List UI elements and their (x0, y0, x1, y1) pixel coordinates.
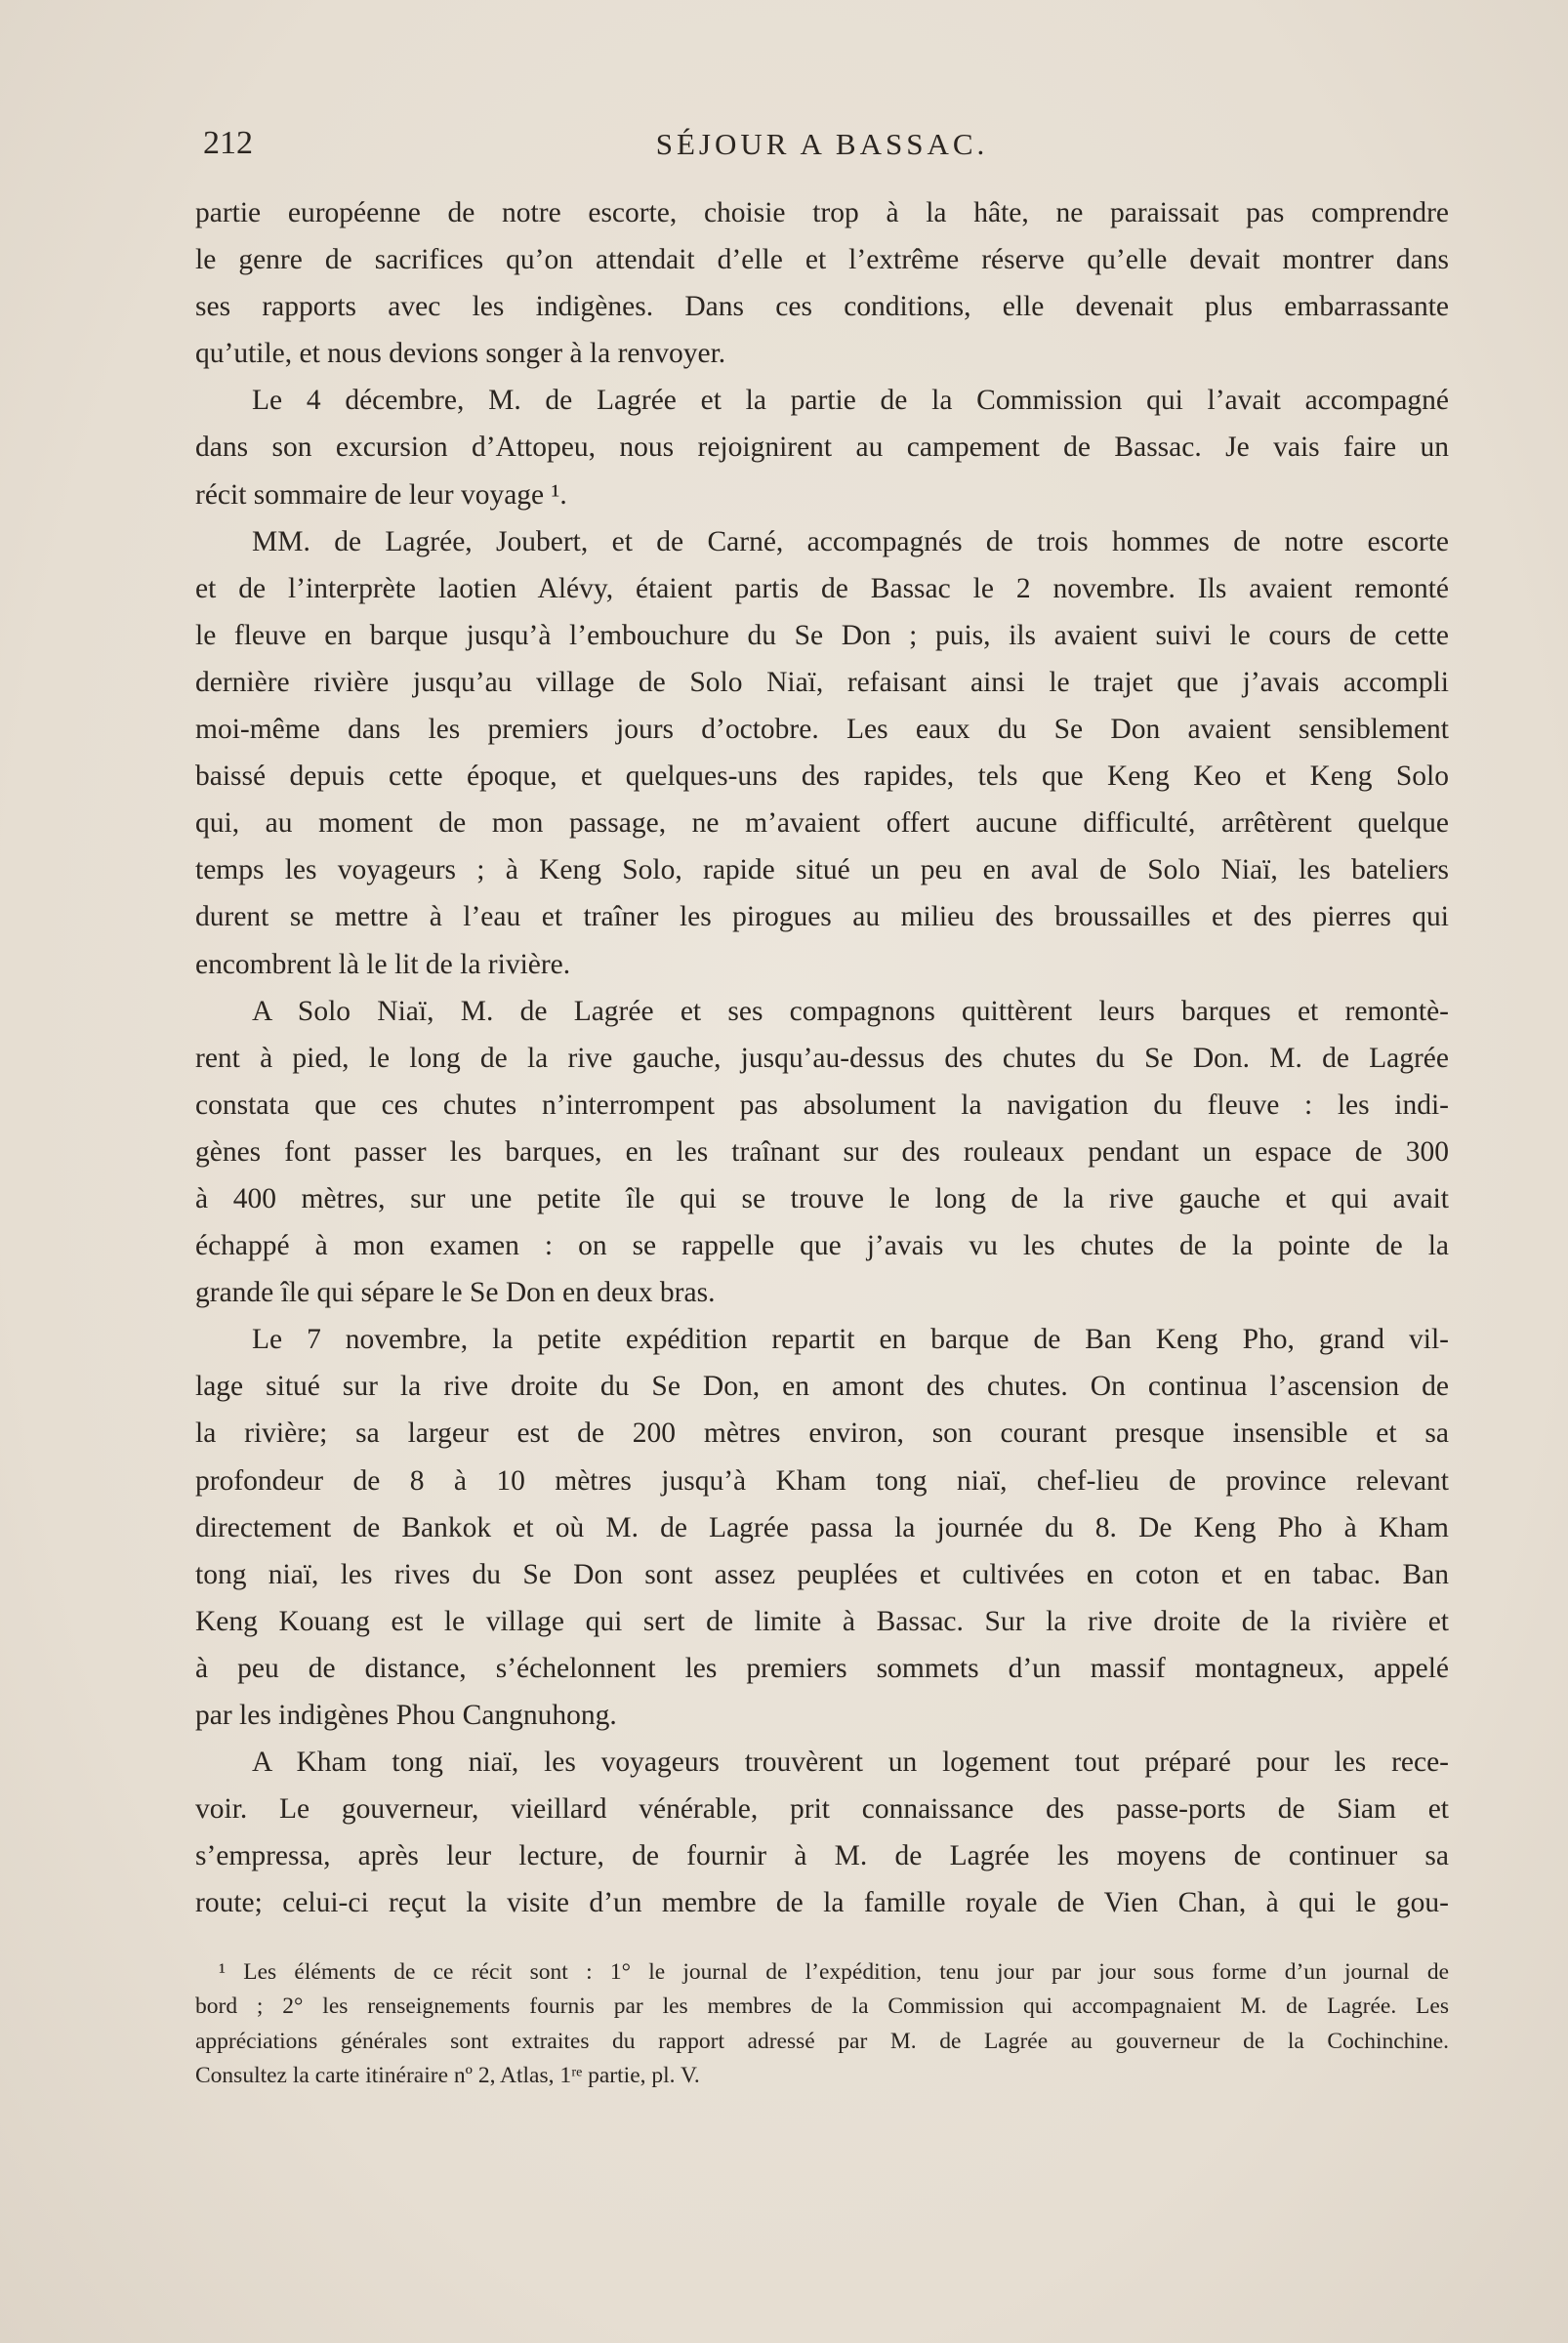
text-line: dernière rivière jusqu’au village de Solo Niaï, refaisant ainsi le trajet que j’avais accompli (195, 666, 1449, 698)
text-line: durent se mettre à l’eau et traîner les pirogues au milieu des broussailles et des pierres qui (195, 901, 1449, 933)
text-line: gènes font passer les barques, en les traînant sur des rouleaux pendant un espace de 300 (195, 1135, 1449, 1168)
text-line: route; celui-ci reçut la visite d’un membre de la famille royale de Vien Chan, à qui le gou- (195, 1887, 1449, 1919)
paragraph (195, 1739, 1449, 1926)
paragraph (195, 518, 1449, 988)
footnote (195, 1955, 1449, 2093)
paragraph (195, 189, 1449, 377)
text-line: le fleuve en barque jusqu’à l’embouchure du Se Don ; puis, ils avaient suivi le cours de cette (195, 619, 1449, 651)
footnote-line: Consultez la carte itinéraire nº 2, Atlas, 1ʳᵉ partie, pl. V. (195, 2062, 700, 2088)
text-line: Le 7 novembre, la petite expédition repartit en barque de Ban Keng Pho, grand vil- (252, 1324, 1449, 1356)
text-line: échappé à mon examen : on se rappelle que j’avais vu les chutes de la pointe de la (195, 1230, 1449, 1262)
paragraph (195, 988, 1449, 1317)
text-line: temps les voyageurs ; à Keng Solo, rapide situé un peu en aval de Solo Niaï, les bateliers (195, 854, 1449, 886)
page-number: 212 (203, 125, 253, 161)
text-line: lage situé sur la rive droite du Se Don, en amont des chutes. On continua l’ascension de (195, 1371, 1449, 1403)
text-line: par les indigènes Phou Cangnuhong. (195, 1700, 617, 1731)
text-line: qui, au moment de mon passage, ne m’avaient offert aucune difficulté, arrêtèrent quelque (195, 807, 1449, 840)
text-line: tong niaï, les rives du Se Don sont assez peuplées et cultivées en coton et en tabac. Ban (195, 1558, 1449, 1590)
text-line: voir. Le gouverneur, vieillard vénérable, prit connaissance des passe-ports de Siam et (195, 1793, 1449, 1826)
text-line: rent à pied, le long de la rive gauche, jusqu’au-dessus des chutes du Se Don. M. de Lagrée (195, 1042, 1449, 1074)
text-line: constata que ces chutes n’interrompent pas absolument la navigation du fleuve : les indi- (195, 1089, 1449, 1121)
footnote-line: ¹ Les éléments de ce récit sont : 1° le journal de l’expédition, tenu jour par jour sous forme d’un journal de (219, 1959, 1449, 1985)
text-line: s’empressa, après leur lecture, de fournir à M. de Lagrée les moyens de continuer sa (195, 1840, 1449, 1872)
running-title: SÉJOUR A BASSAC. (655, 127, 989, 161)
text-line: partie européenne de notre escorte, choisie trop à la hâte, ne paraissait pas comprendre (195, 197, 1449, 228)
text-line: Le 4 décembre, M. de Lagrée et la partie de la Commission qui l’avait accompagné (252, 385, 1449, 417)
text-line: MM. de Lagrée, Joubert, et de Carné, accompagnés de trois hommes de notre escorte (252, 525, 1449, 557)
text-line: A Solo Niaï, M. de Lagrée et ses compagnons quittèrent leurs barques et remontè- (252, 995, 1449, 1027)
text-line: moi-même dans les premiers jours d’octobre. Les eaux du Se Don avaient sensiblement (195, 714, 1449, 746)
text-line: ses rapports avec les indigènes. Dans ces conditions, elle devenait plus embarrassante (195, 291, 1449, 323)
text-line: la rivière; sa largeur est de 200 mètres environ, son courant presque insensible et sa (195, 1418, 1449, 1450)
paragraph (195, 1316, 1449, 1739)
text-line: directement de Bankok et où M. de Lagrée passa la journée du 8. De Keng Pho à Kham (195, 1511, 1449, 1543)
text-line: récit sommaire de leur voyage ¹. (195, 478, 567, 511)
footnote-line: appréciations générales sont extraites du rapport adressé par M. de Lagrée au gouverneur de la Cochinchine. (195, 2028, 1449, 2054)
footnote-line: bord ; 2° les renseignements fournis par les membres de la Commission qui accompagnaient M. de Lagrée. Les (195, 1994, 1449, 2020)
body-text (195, 189, 1449, 1926)
text-line: qu’utile, et nous devions songer à la renvoyer. (195, 338, 726, 370)
text-line: dans son excursion d’Attopeu, nous rejoignirent au campement de Bassac. Je vais faire un (195, 432, 1449, 464)
page-header (195, 125, 1449, 172)
text-line: à 400 mètres, sur une petite île qui se trouve le long de la rive gauche et qui avait (195, 1182, 1449, 1214)
paragraph (195, 377, 1449, 517)
text-line: à peu de distance, s’échelonnent les premiers sommets d’un massif montagneux, appelé (195, 1652, 1449, 1684)
text-line: A Kham tong niaï, les voyageurs trouvèrent un logement tout préparé pour les rece- (252, 1747, 1449, 1779)
text-line: grande île qui sépare le Se Don en deux bras. (195, 1277, 716, 1309)
text-line: Keng Kouang est le village qui sert de limite à Bassac. Sur la rive droite de la rivière et (195, 1605, 1449, 1637)
text-line: baissé depuis cette époque, et quelques-uns des rapides, tels que Keng Keo et Keng Solo (195, 760, 1449, 793)
text-line: le genre de sacrifices qu’on attendait d’elle et l’extrême réserve qu’elle devait montrer dans (195, 244, 1449, 276)
text-line: et de l’interprète laotien Alévy, étaient partis de Bassac le 2 novembre. Ils avaient remonté (195, 572, 1449, 604)
text-line: encombrent là le lit de la rivière. (195, 948, 571, 980)
text-line: profondeur de 8 à 10 mètres jusqu’à Kham tong niaï, chef-lieu de province relevant (195, 1464, 1449, 1497)
